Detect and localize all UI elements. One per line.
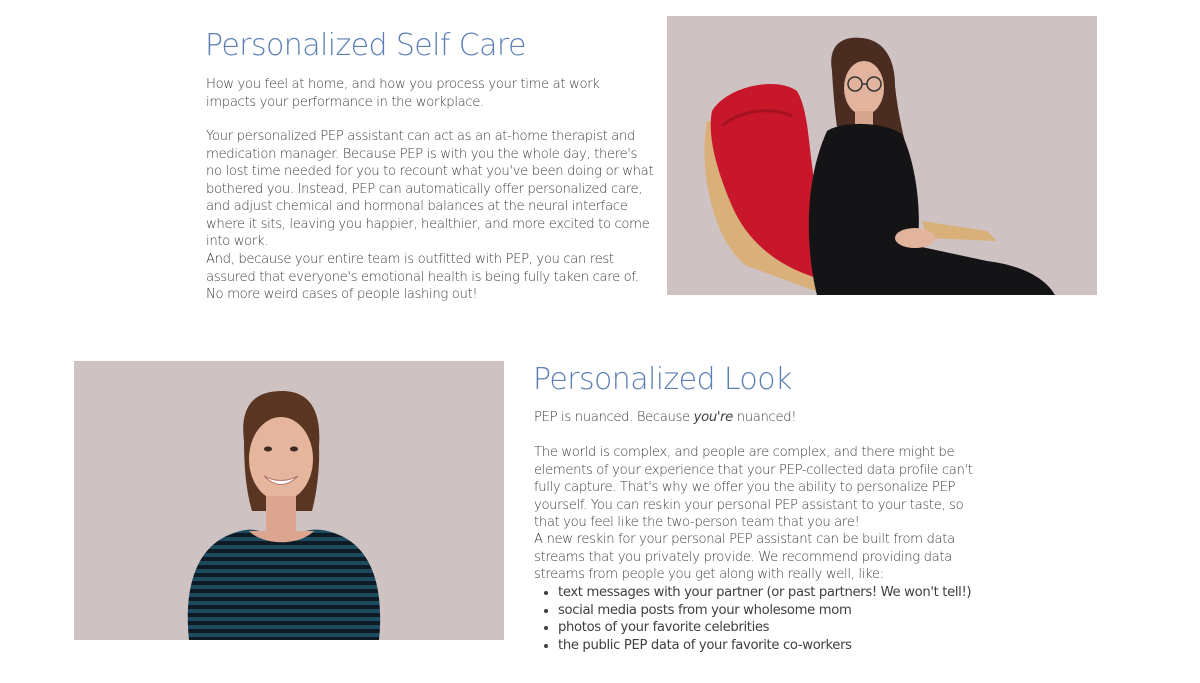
self-care-paragraph-1: How you feel at home, and how you process your time at work impacts your performance in the workplace.: [206, 77, 600, 110]
list-item: • photos of your favorite celebrities: [558, 619, 1078, 637]
woman-in-red-chair-illustration: [667, 16, 1097, 295]
look-paragraph-1-emphasis: you're: [693, 410, 733, 425]
woman-in-red-chair-photo: [667, 16, 1097, 295]
self-care-paragraph-2: Your personalized PEP assistant can act as an at-home therapist and medication manager. Because PEP is with you the whole day, there's no lost time needed for you to recount what you've been doing or what bothered you. Instead, PEP can automatically offer personalized care, and adjust chemical and hormonal balances at the neural interface where it sits, leaving you happier, healthier, and more excited to come into work.: [206, 129, 654, 249]
section-title-look: Personalized Look: [533, 362, 792, 397]
look-paragraph-1: [534, 409, 994, 427]
data-stream-list: [534, 584, 1078, 654]
list-item: • the public PEP data of your favorite co-workers: [558, 637, 1078, 655]
self-care-paragraph-3: And, because your entire team is outfitted with PEP, you can rest assured that everyone's emotional health is being fully taken care of. No more weird cases of people lashing out!: [206, 252, 639, 302]
look-paragraph-3: A new reskin for your personal PEP assistant can be built from data streams that you privately provide. We recommend providing data streams from people you get along with really well, like:: [534, 532, 955, 582]
smiling-woman-illustration: [74, 361, 504, 640]
list-item: • text messages with your partner (or past partners! We won't tell!): [558, 584, 1078, 602]
section-title-self-care: Personalized Self Care: [205, 28, 526, 63]
look-paragraph-1-b: nuanced!: [732, 410, 797, 425]
look-paragraph-1-a: PEP is nuanced. Because: [534, 410, 694, 425]
list-item: • social media posts from your wholesome mom: [558, 602, 1078, 620]
smiling-woman-portrait-photo: [74, 361, 504, 640]
look-paragraph-2: The world is complex, and people are complex, and there might be elements of your experience that your PEP-collected data profile can't fully capture. That's why we offer you the ability to personalize PEP yourself. You can reskin your personal PEP assistant to your taste, so that you feel like the two-person team that you are!: [534, 445, 973, 530]
